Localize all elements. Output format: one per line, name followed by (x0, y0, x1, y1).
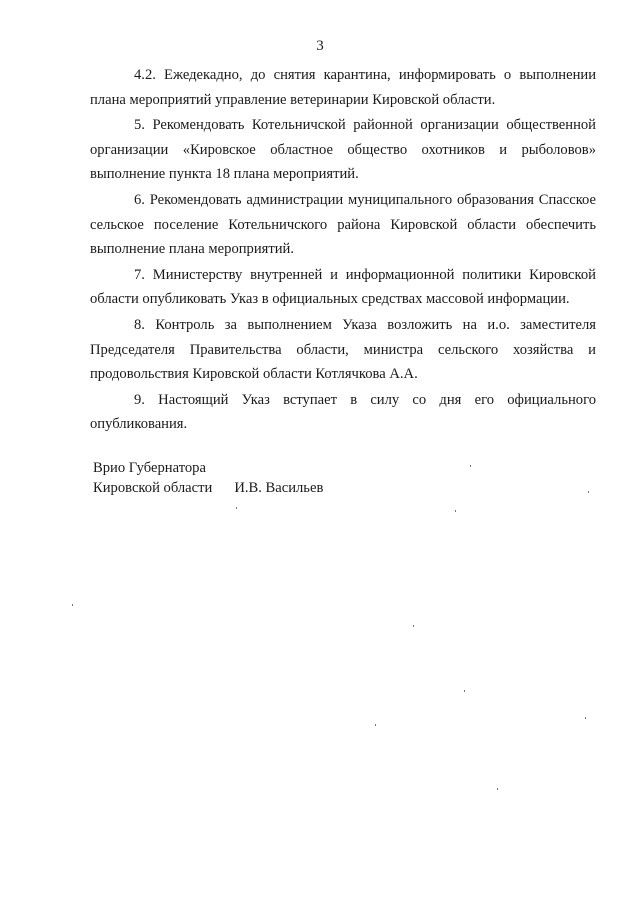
signature-block (93, 458, 323, 498)
scan-speck (375, 724, 376, 726)
page-number: 3 (316, 38, 324, 54)
paragraph-6: 6. Рекомендовать администрации муниципального образования Спасское сельское поселение Котельничского района Кировской области обеспечить выполнение плана мероприятий. (90, 191, 596, 258)
scan-speck (72, 604, 73, 606)
signatory-line (93, 478, 323, 498)
paragraph-7: 7. Министерству внутренней и информационной политики Кировской области опубликовать Указ в официальных средствах массовой информации. (90, 266, 596, 308)
signatory-region: Кировской области (93, 480, 213, 496)
scan-speck (464, 690, 465, 692)
paragraph-4-2: 4.2. Ежедекадно, до снятия карантина, информировать о выполнении плана мероприятий управление ветеринарии Кировской области. (90, 67, 596, 108)
paragraph-8: 8. Контроль за выполнением Указа возложить на и.о. заместителя Председателя Правительства области, министра сельского хозяйства и продовольствия Кировской области Котлячкова А.А. (90, 316, 596, 383)
scan-speck (455, 510, 456, 512)
paragraph-9: 9. Настоящий Указ вступает в силу со дня его официального опубликования. (90, 391, 596, 433)
scan-speck (413, 625, 414, 627)
scan-speck (470, 465, 471, 467)
scan-speck (497, 788, 498, 790)
paragraph-5: 5. Рекомендовать Котельничской районной организации общественной организации «Кировское областное общество охотников и рыболовов» выполнение пункта 18 плана мероприятий. (90, 117, 596, 183)
signatory-name: И.В. Васильев (234, 480, 324, 496)
scan-speck (236, 507, 237, 509)
decree-body (90, 63, 596, 438)
signatory-title: Врио Губернатора (93, 460, 206, 476)
scan-speck (585, 717, 586, 719)
scan-speck (588, 491, 589, 493)
